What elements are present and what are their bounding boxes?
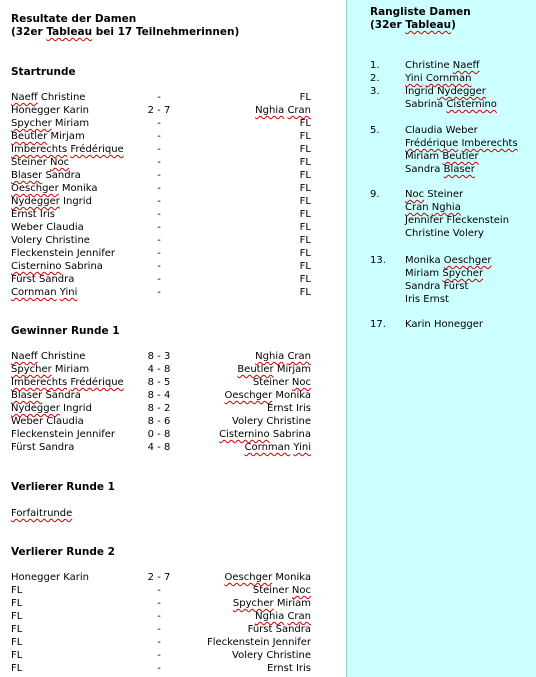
rank-number: 2.: [370, 73, 380, 84]
player-1: Beutler Mirjam: [11, 131, 85, 142]
score: -: [157, 183, 161, 194]
player-1: Imberechts Frédérique: [11, 144, 124, 155]
player-2: FL: [299, 235, 311, 246]
verlierer-row: [0, 649, 346, 662]
rank-player: Sabrina Cisternino: [405, 99, 497, 110]
score: -: [157, 196, 161, 207]
startrunde-row: [0, 104, 346, 117]
player-2: Ernst Iris: [267, 663, 311, 674]
player-1: Nydegger Ingrid: [11, 196, 92, 207]
player-2: FL: [299, 248, 311, 259]
rank-player: Sandra Fürst: [405, 281, 469, 292]
startrunde-row: [0, 208, 346, 221]
rangliste-entry: [347, 267, 536, 280]
score: -: [157, 222, 161, 233]
startrunde-row: [0, 273, 346, 286]
rangliste-entry: [347, 254, 536, 267]
player-1: Fürst Sandra: [11, 274, 75, 285]
score: 8 - 3: [147, 351, 171, 362]
player-1: Fleckenstein Jennifer: [11, 429, 116, 440]
player-1: Spycher Miriam: [11, 118, 90, 129]
score: 2 - 7: [147, 105, 171, 116]
player-1: FL: [11, 598, 23, 609]
gewinner-row: [0, 389, 346, 402]
rank-player: Claudia Weber: [405, 125, 478, 136]
rank-number: 1.: [370, 60, 380, 71]
player-2: Steiner Noc: [252, 585, 311, 596]
rank-player: Frédérique Imberechts: [405, 138, 518, 149]
score: 8 - 5: [147, 377, 171, 388]
score: -: [157, 157, 161, 168]
player-1: Blaser Sandra: [11, 390, 81, 401]
score: 8 - 2: [147, 403, 171, 414]
player-1: FL: [11, 663, 23, 674]
player-1: Weber Claudia: [11, 416, 84, 427]
rank-player: Miriam Spycher: [405, 268, 484, 279]
player-1: Spycher Miriam: [11, 364, 90, 375]
startrunde-row: [0, 195, 346, 208]
score: -: [157, 131, 161, 142]
startrunde-row: [0, 130, 346, 143]
gewinner-row: [0, 376, 346, 389]
score: -: [157, 585, 161, 596]
rank-player: Iris Ernst: [405, 294, 449, 305]
score: 2 - 7: [147, 572, 171, 583]
player-2: FL: [299, 118, 311, 129]
player-1: Volery Christine: [11, 235, 90, 246]
player-2: FL: [299, 157, 311, 168]
verlierer-row: [0, 623, 346, 636]
player-2: Nghia Cran: [255, 351, 311, 362]
player-1: Honegger Karin: [11, 572, 90, 583]
score: -: [157, 92, 161, 103]
player-2: Volery Christine: [232, 650, 311, 661]
rank-player: Cran Nghia: [405, 202, 461, 213]
rangliste-entry: [347, 59, 536, 72]
rank-number: 5.: [370, 125, 380, 136]
rangliste-entry: [347, 188, 536, 201]
rangliste-entry: [347, 201, 536, 214]
startrunde-row: [0, 117, 346, 130]
player-1: FL: [11, 650, 23, 661]
score: -: [157, 118, 161, 129]
score: -: [157, 637, 161, 648]
score: -: [157, 598, 161, 609]
rank-player: Christine Volery: [405, 228, 484, 239]
player-2: Beutler Mirjam: [237, 364, 311, 375]
player-1: FL: [11, 624, 23, 635]
rangliste-entry: [347, 214, 536, 227]
rangliste-entry: [347, 293, 536, 306]
verlierer-runde-1-heading: Verlierer Runde 1: [11, 481, 115, 493]
score: 0 - 8: [147, 429, 171, 440]
rank-number: 9.: [370, 189, 380, 200]
player-2: FL: [299, 196, 311, 207]
verlierer-row: [0, 597, 346, 610]
score: -: [157, 611, 161, 622]
player-1: Fürst Sandra: [11, 442, 75, 453]
player-1: Weber Claudia: [11, 222, 84, 233]
player-1: Oeschger Monika: [11, 183, 98, 194]
startrunde-heading: Startrunde: [11, 66, 76, 78]
player-2: FL: [299, 131, 311, 142]
rank-player: Monika Oeschger: [405, 255, 492, 266]
gewinner-row: [0, 415, 346, 428]
startrunde-row: [0, 247, 346, 260]
gewinner-row: [0, 402, 346, 415]
player-2: Cornman Yini: [244, 442, 311, 453]
startrunde-row: [0, 286, 346, 299]
rangliste-entry: [347, 150, 536, 163]
player-1: Fleckenstein Jennifer: [11, 248, 116, 259]
player-2: Cisternino Sabrina: [219, 429, 311, 440]
player-2: Spycher Miriam: [232, 598, 311, 609]
player-1: Ernst Iris: [11, 209, 55, 220]
score: -: [157, 624, 161, 635]
verlierer-row: [0, 610, 346, 623]
player-1: Steiner Noc: [11, 157, 70, 168]
rank-player: Yini Cornman: [405, 73, 472, 84]
player-1: Naeff Christine: [11, 92, 86, 103]
rank-number: 13.: [370, 255, 386, 266]
player-1: FL: [11, 585, 23, 596]
startrunde-row: [0, 182, 346, 195]
score: -: [157, 170, 161, 181]
score: -: [157, 261, 161, 272]
player-1: Cisternino Sabrina: [11, 261, 103, 272]
score: -: [157, 209, 161, 220]
rangliste-entry: [347, 318, 536, 331]
gewinner-row: [0, 441, 346, 454]
player-1: Nydegger Ingrid: [11, 403, 92, 414]
rangliste-entry: [347, 227, 536, 240]
score: -: [157, 650, 161, 661]
score: -: [157, 663, 161, 674]
gewinner-runde-1-heading: Gewinner Runde 1: [11, 325, 120, 337]
rank-number: 3.: [370, 86, 380, 97]
rank-player: Sandra Blaser: [405, 164, 475, 175]
gewinner-row: [0, 363, 346, 376]
gewinner-row: [0, 428, 346, 441]
rangliste-title: Rangliste Damen (32er Tableau): [370, 6, 471, 31]
title-line-2: (32er Tableau bei 17 Teilnehmerinnen): [11, 26, 240, 38]
rangliste-entry: [347, 98, 536, 111]
rangliste-entry: [347, 163, 536, 176]
player-2: Nghia Cran: [255, 611, 311, 622]
rank-number: 17.: [370, 319, 386, 330]
player-2: FL: [299, 261, 311, 272]
player-2: FL: [299, 92, 311, 103]
score: 4 - 8: [147, 364, 171, 375]
verlierer-row: [0, 571, 346, 584]
startrunde-row: [0, 91, 346, 104]
rank-player: Noc Steiner: [405, 189, 464, 200]
verlierer-row: [0, 584, 346, 597]
forfaitrunde-text: Forfaitrunde: [11, 508, 73, 519]
player-2: Ernst Iris: [267, 403, 311, 414]
score: 8 - 4: [147, 390, 171, 401]
rank-player: Ingrid Nydegger: [405, 86, 486, 97]
rank-player: Karin Honegger: [405, 319, 484, 330]
player-2: FL: [299, 144, 311, 155]
score: 4 - 8: [147, 442, 171, 453]
verlierer-runde-2-heading: Verlierer Runde 2: [11, 546, 115, 558]
player-1: Honegger Karin: [11, 105, 90, 116]
rangliste-entry: [347, 137, 536, 150]
player-2: FL: [299, 287, 311, 298]
player-2: Nghia Cran: [255, 105, 311, 116]
rangliste-panel: [346, 0, 536, 677]
player-2: FL: [299, 209, 311, 220]
rangliste-entry: [347, 72, 536, 85]
verlierer-row: [0, 636, 346, 649]
rangliste-entry: [347, 280, 536, 293]
startrunde-row: [0, 169, 346, 182]
player-1: FL: [11, 611, 23, 622]
score: -: [157, 287, 161, 298]
player-2: Steiner Noc: [252, 377, 311, 388]
player-2: Fleckenstein Jennifer: [206, 637, 311, 648]
startrunde-row: [0, 221, 346, 234]
player-1: Blaser Sandra: [11, 170, 81, 181]
player-2: Oeschger Monika: [224, 390, 311, 401]
player-1: Imberechts Frédérique: [11, 377, 124, 388]
player-2: Oeschger Monika: [224, 572, 311, 583]
score: 8 - 6: [147, 416, 171, 427]
rank-player: Miriam Beutler: [405, 151, 479, 162]
startrunde-row: [0, 143, 346, 156]
player-2: FL: [299, 274, 311, 285]
startrunde-row: [0, 156, 346, 169]
score: -: [157, 274, 161, 285]
player-2: FL: [299, 170, 311, 181]
player-1: Naeff Christine: [11, 351, 86, 362]
player-1: Cornman Yini: [11, 287, 78, 298]
verlierer-row: [0, 662, 346, 675]
score: -: [157, 248, 161, 259]
rank-player: Christine Naeff: [405, 60, 480, 71]
player-2: FL: [299, 183, 311, 194]
player-2: FL: [299, 222, 311, 233]
startrunde-row: [0, 260, 346, 273]
score: -: [157, 144, 161, 155]
score: -: [157, 235, 161, 246]
startrunde-row: [0, 234, 346, 247]
title-line-1: Resultate der Damen: [11, 13, 137, 25]
player-1: FL: [11, 637, 23, 648]
player-2: Volery Christine: [232, 416, 311, 427]
rank-player: Jennifer Fleckenstein: [405, 215, 510, 226]
gewinner-row: [0, 350, 346, 363]
rangliste-entry: [347, 85, 536, 98]
rangliste-entry: [347, 124, 536, 137]
player-2: Fürst Sandra: [247, 624, 311, 635]
